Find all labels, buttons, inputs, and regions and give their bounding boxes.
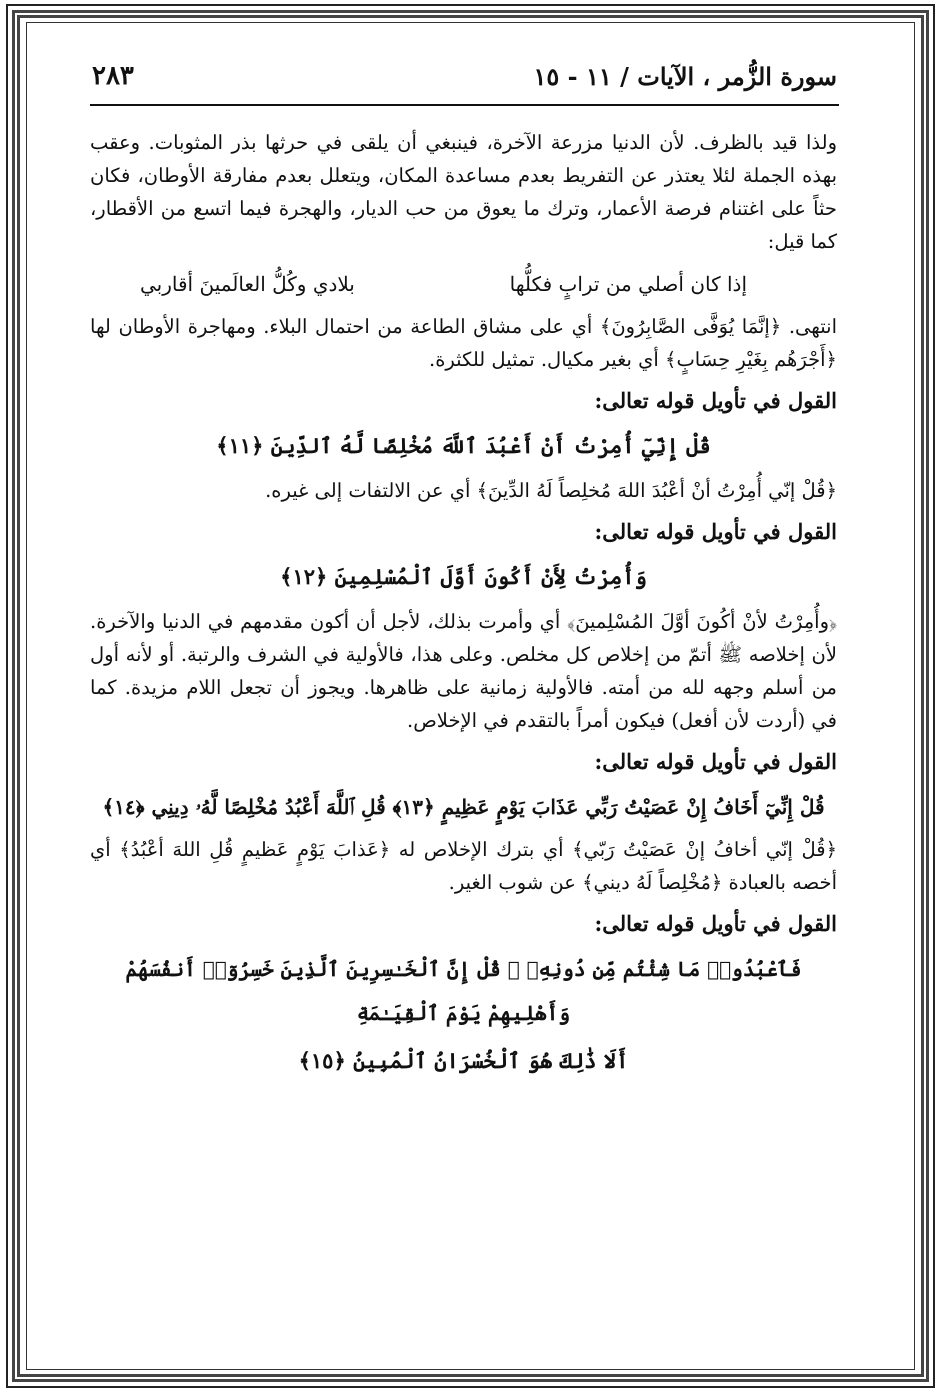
quran-ayah-15-line-1: فَٱعْبُدُوا۟ مَا شِئْتُم مِّن دُونِهِۦ ۗ قُلْ إِنَّ ٱلْخَـٰسِرِينَ ٱلَّذِينَ خَسِرُوٓا۟ أَنفُسَهُمْ وَأَهْلِيهِمْ يَوْمَ ٱلْقِيَـٰمَةِ — [125, 957, 802, 1025]
section-heading-3: القول في تأويل قوله تعالى: — [594, 749, 837, 774]
quran-ayah-13-14: قُلْ إِنِّيٓ أَخَافُ إِنْ عَصَيْتُ رَبِّي عَذَابَ يَوْمٍ عَظِيمٍ ﴿١٣﴾ قُلِ ٱللَّهَ أَعْبُدُ مُخْلِصًا لَّهُۥ دِينِي ﴿١٤﴾ — [102, 795, 825, 819]
quran-ayah-11: قُلْ إِنِّيٓ أُمِرْتُ أَنْ أَعْبُدَ ٱللَّهَ مُخْلِصًا لَّهُ ٱلدِّينَ ﴿١١﴾ — [216, 433, 711, 458]
paragraph-4: ﴿وأُمِرْتُ لأنْ أكُونَ أوَّلَ المُسْلِمينَ﴾ أي وأمرت بذلك، لأجل أن أكون مقدمهم في الدنيا والآخرة. لأن إخلاصه ﷺ أتمّ من إخلاص كل مخلص. وعلى هذا، فالأولية في الشرف والرتبة. أو لأنه أول من أسلم وجهه لله من أمته. فالأولية زمانية على ظاهرها. ويجوز أن تجعل اللام مزيدة. كما في (أردت لأن أفعل) فيكون أمراً بالتقدم في الإخلاص. — [90, 610, 837, 732]
section-heading-1: القول في تأويل قوله تعالى: — [594, 388, 837, 413]
section-heading-2: القول في تأويل قوله تعالى: — [594, 519, 837, 544]
page-header — [92, 56, 837, 96]
verse-second-hemistich: بلادي وكُلُّ العالَمينَ أقاربي — [140, 272, 355, 296]
header-rule — [90, 104, 839, 106]
page-content — [90, 126, 837, 1089]
paragraph-5: ﴿قُلْ إنّي أخافُ إنْ عَصَيْتُ رَبّي﴾ أي بترك الإخلاص له ﴿عَذابَ يَوْمٍ عَظيمٍ قُلِ اللهَ أعْبُدُ﴾ أي أخصه بالعبادة ﴿مُخْلِصاً لَهُ ديني﴾ عن شوب الغير. — [90, 838, 837, 894]
quran-ayah-12: وَأُمِرْتُ لِأَنْ أَكُونَ أَوَّلَ ٱلْمُسْلِمِينَ ﴿١٢﴾ — [280, 564, 647, 589]
quran-ayah-15-line-2: أَلَا ذَٰلِكَ هُوَ ٱلْخُسْرَانُ ٱلْمُبِينُ ﴿١٥﴾ — [298, 1048, 629, 1073]
page-number: ٢٨٣ — [92, 61, 134, 91]
paragraph-3: ﴿قُلْ إنّي أُمِرْتُ أنْ أعْبُدَ اللهَ مُخلِصاً لَهُ الدِّينَ﴾ أي عن الالتفات إلى غيره. — [265, 479, 837, 502]
paragraph-1: ولذا قيد بالظرف. لأن الدنيا مزرعة الآخرة، فينبغي أن يلقى في حرثها بذر المثوبات. وعقب بهذه الجملة لئلا يعتذر عن التفريط بعدم مساعدة المكان، ويتعلل بعدم مفارقة الأوطان، فكان حثاً على اغتنام فرصة الأعمار، وترك ما يعوق من حب الديار، والهجرة فيما اتسع من الأقطار، كما قيل: — [90, 131, 837, 253]
running-title: سورة الزُّمر ، الآيات / ١١ - ١٥ — [533, 61, 837, 91]
poetry-verse — [90, 258, 837, 310]
section-heading-4: القول في تأويل قوله تعالى: — [594, 911, 837, 936]
paragraph-2: انتهى. ﴿إنَّمَا يُوَفَّى الصَّابِرُونَ﴾ أي على مشاق الطاعة من احتمال البلاء. ومهاجرة الأوطان لها ﴿أَجْرَهُم بِغَيْرِ حِسَابٍ﴾ أي بغير مكيال. تمثيل للكثرة. — [90, 315, 837, 371]
verse-first-hemistich: إذا كان أصلي من ترابٍ فكلُّها — [509, 272, 747, 296]
